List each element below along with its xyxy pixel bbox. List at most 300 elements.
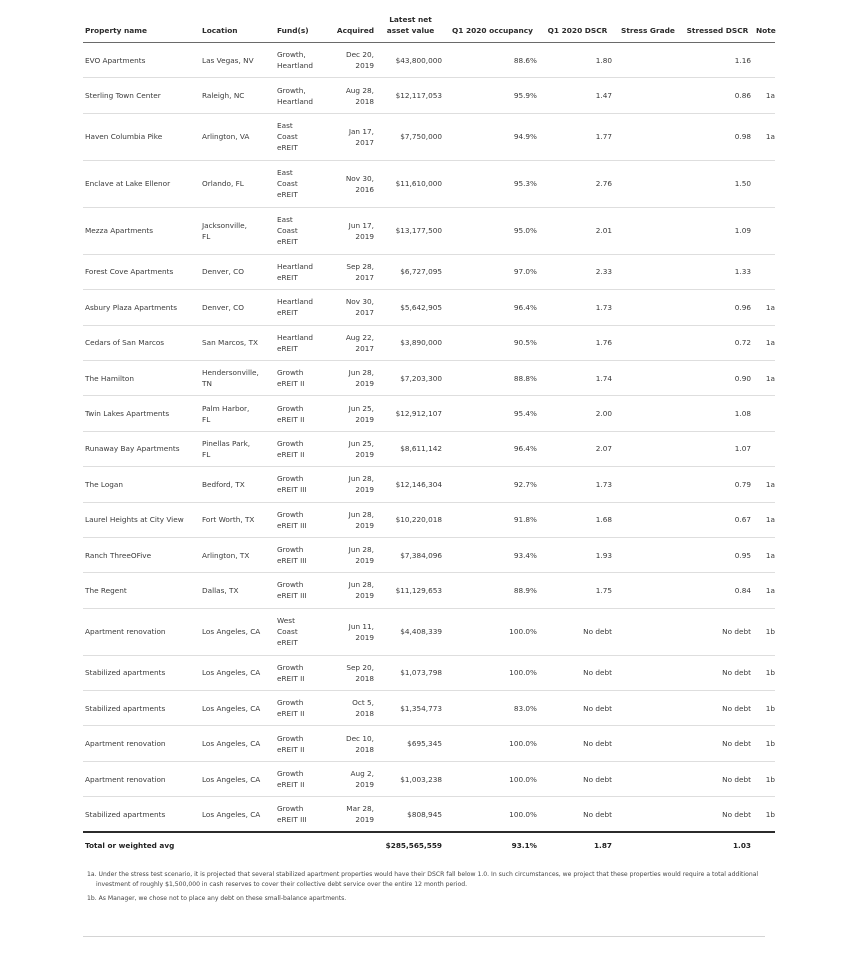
- footnote-1b: 1b. As Manager, we chose not to place any debt on these small-balance apartments.: [87, 895, 347, 902]
- acquired-date: [326, 573, 376, 608]
- location: [200, 761, 275, 796]
- dscr: No debt: [540, 691, 615, 726]
- acquired-date: [326, 160, 376, 207]
- location-line: San Marcos, TX: [202, 338, 259, 348]
- fund-line: West: [277, 616, 295, 626]
- occupancy: 100.0%: [445, 655, 540, 690]
- stressed-dscr: 0.98: [681, 113, 754, 160]
- property-name: Apartment renovation: [83, 726, 200, 761]
- table-header-row: [83, 14, 775, 43]
- location: [200, 797, 275, 832]
- property-name: Apartment renovation: [83, 761, 200, 796]
- net-asset-value: $1,073,798: [376, 655, 445, 690]
- stress-grade: [615, 113, 681, 160]
- stressed-dscr: 1.09: [681, 207, 754, 254]
- acquired-date-line: 2019: [355, 414, 374, 424]
- net-asset-value: $4,408,339: [376, 608, 445, 655]
- acquired-date-line: 2018: [355, 709, 374, 719]
- header-note: Note: [754, 14, 775, 43]
- acquired-date: [326, 43, 376, 78]
- stressed-dscr: No debt: [681, 726, 754, 761]
- table-row: [83, 502, 775, 537]
- property-name: The Regent: [83, 573, 200, 608]
- table-row: [83, 290, 775, 325]
- fund-line: eREIT: [277, 272, 298, 282]
- table-row: [83, 207, 775, 254]
- table-row: [83, 43, 775, 78]
- header-acquired: Acquired: [326, 14, 376, 43]
- acquired-date-line: Nov 30,: [345, 173, 374, 183]
- header-nav-line1: Latest net: [389, 15, 432, 24]
- net-asset-value: $7,203,300: [376, 360, 445, 395]
- fund-line: Heartland: [277, 261, 314, 271]
- table-row: [83, 608, 775, 655]
- occupancy: 92.7%: [445, 467, 540, 502]
- fund: [275, 160, 326, 207]
- net-asset-value: $10,220,018: [376, 502, 445, 537]
- occupancy: 88.9%: [445, 573, 540, 608]
- table-row: [83, 396, 775, 431]
- acquired-date-line: 2019: [355, 632, 374, 642]
- note: 1b: [754, 655, 775, 690]
- location: [200, 396, 275, 431]
- acquired-date-line: Jun 28,: [348, 545, 374, 555]
- stressed-dscr: No debt: [681, 655, 754, 690]
- location-line: Dallas, TX: [202, 585, 239, 595]
- net-asset-value: $8,611,142: [376, 431, 445, 466]
- location: [200, 573, 275, 608]
- occupancy: 94.9%: [445, 113, 540, 160]
- dscr: No debt: [540, 608, 615, 655]
- acquired-date-line: 2018: [355, 96, 374, 106]
- dscr: No debt: [540, 655, 615, 690]
- dscr: 2.33: [540, 254, 615, 289]
- total-stressed-dscr: 1.03: [681, 832, 754, 858]
- acquired-date: [326, 726, 376, 761]
- note: [754, 43, 775, 78]
- acquired-date: [326, 797, 376, 832]
- acquired-date-line: Nov 30,: [345, 297, 374, 307]
- table-row: [83, 254, 775, 289]
- dscr: 2.00: [540, 396, 615, 431]
- acquired-date-line: Sep 28,: [346, 261, 374, 271]
- acquired-date: [326, 431, 376, 466]
- net-asset-value: $11,610,000: [376, 160, 445, 207]
- location: [200, 113, 275, 160]
- location-line: Los Angeles, CA: [202, 627, 261, 637]
- fund-line: eREIT III: [277, 815, 307, 825]
- fund-line: Growth: [277, 545, 304, 555]
- fund-line: eREIT II: [277, 709, 305, 719]
- location: [200, 537, 275, 572]
- fund-line: East: [277, 168, 293, 178]
- fund-line: eREIT III: [277, 520, 307, 530]
- acquired-date-line: Aug 2,: [350, 769, 374, 779]
- location-line: Bedford, TX: [202, 479, 245, 489]
- occupancy: 100.0%: [445, 797, 540, 832]
- fund-line: Heartland: [277, 61, 314, 71]
- location-line: Jacksonville,: [202, 220, 247, 230]
- stressed-dscr: 0.96: [681, 290, 754, 325]
- acquired-date-line: Aug 28,: [345, 85, 374, 95]
- acquired-date-line: 2019: [355, 556, 374, 566]
- note: [754, 254, 775, 289]
- net-asset-value: $1,354,773: [376, 691, 445, 726]
- occupancy: 100.0%: [445, 761, 540, 796]
- fund: [275, 608, 326, 655]
- location: [200, 290, 275, 325]
- table-row: [83, 797, 775, 832]
- occupancy: 95.3%: [445, 160, 540, 207]
- acquired-date: [326, 502, 376, 537]
- occupancy: 96.4%: [445, 290, 540, 325]
- dscr: 1.73: [540, 290, 615, 325]
- fund-line: eREIT II: [277, 673, 305, 683]
- acquired-date-line: 2019: [355, 485, 374, 495]
- fund-line: Growth: [277, 474, 304, 484]
- fund-line: eREIT: [277, 237, 298, 247]
- note: 1a: [754, 290, 775, 325]
- fund-line: Growth,: [277, 85, 306, 95]
- stress-grade: [615, 608, 681, 655]
- dscr: 1.73: [540, 467, 615, 502]
- acquired-date-line: 2019: [355, 231, 374, 241]
- total-occupancy: 93.1%: [445, 832, 540, 858]
- location: [200, 608, 275, 655]
- acquired-date: [326, 467, 376, 502]
- location-line: Arlington, TX: [202, 550, 250, 560]
- fund-line: Heartland: [277, 297, 314, 307]
- occupancy: 100.0%: [445, 726, 540, 761]
- property-name: Haven Columbia Pike: [83, 113, 200, 160]
- table-row: [83, 655, 775, 690]
- dscr: No debt: [540, 797, 615, 832]
- net-asset-value: $6,727,095: [376, 254, 445, 289]
- occupancy: 97.0%: [445, 254, 540, 289]
- stressed-dscr: 0.84: [681, 573, 754, 608]
- location: [200, 160, 275, 207]
- location: [200, 467, 275, 502]
- table-row: [83, 726, 775, 761]
- table-row: [83, 761, 775, 796]
- fund-line: eREIT III: [277, 485, 307, 495]
- fund-line: eREIT: [277, 638, 298, 648]
- fund-line: East: [277, 215, 293, 225]
- dscr: 1.77: [540, 113, 615, 160]
- header-occupancy: Q1 2020 occupancy: [445, 14, 540, 43]
- property-name: Stabilized apartments: [83, 655, 200, 690]
- stress-grade: [615, 396, 681, 431]
- net-asset-value: $695,345: [376, 726, 445, 761]
- acquired-date: [326, 761, 376, 796]
- acquired-date: [326, 78, 376, 113]
- total-note: [754, 832, 775, 858]
- location-line: Los Angeles, CA: [202, 774, 261, 784]
- acquired-date: [326, 691, 376, 726]
- table-row: [83, 537, 775, 572]
- fund-line: eREIT II: [277, 780, 305, 790]
- acquired-date-line: Sep 20,: [346, 662, 374, 672]
- property-name: Sterling Town Center: [83, 78, 200, 113]
- property-name: Forest Cove Apartments: [83, 254, 200, 289]
- acquired-date-line: Jun 28,: [348, 368, 374, 378]
- total-nav: $285,565,559: [376, 832, 445, 858]
- fund-line: Growth: [277, 804, 304, 814]
- stressed-dscr: No debt: [681, 691, 754, 726]
- net-asset-value: $12,146,304: [376, 467, 445, 502]
- stressed-dscr: 1.07: [681, 431, 754, 466]
- stress-grade: [615, 537, 681, 572]
- acquired-date-line: Jun 17,: [348, 220, 374, 230]
- stress-grade: [615, 573, 681, 608]
- occupancy: 95.9%: [445, 78, 540, 113]
- location: [200, 254, 275, 289]
- acquired-date-line: 2016: [355, 184, 374, 194]
- total-grade: [615, 832, 681, 858]
- property-name: Enclave at Lake Ellenor: [83, 160, 200, 207]
- dscr: 1.74: [540, 360, 615, 395]
- acquired-date-line: Oct 5,: [352, 698, 374, 708]
- dscr: 1.80: [540, 43, 615, 78]
- net-asset-value: $1,003,238: [376, 761, 445, 796]
- fund-line: Coast: [277, 226, 298, 236]
- acquired-date-line: 2017: [355, 343, 374, 353]
- stress-grade: [615, 726, 681, 761]
- acquired-date-line: 2019: [355, 780, 374, 790]
- location-line: Las Vegas, NV: [202, 55, 254, 65]
- location-line: Los Angeles, CA: [202, 809, 261, 819]
- note: 1a: [754, 78, 775, 113]
- property-name: Mezza Apartments: [83, 207, 200, 254]
- net-asset-value: $11,129,653: [376, 573, 445, 608]
- location-line: Denver, CO: [202, 267, 245, 277]
- acquired-date: [326, 655, 376, 690]
- stress-grade: [615, 78, 681, 113]
- fund: [275, 113, 326, 160]
- stressed-dscr: 0.67: [681, 502, 754, 537]
- property-name: Laurel Heights at City View: [83, 502, 200, 537]
- fund: [275, 254, 326, 289]
- stress-grade: [615, 761, 681, 796]
- stress-grade: [615, 207, 681, 254]
- stress-grade: [615, 160, 681, 207]
- note: [754, 431, 775, 466]
- header-property: Property name: [83, 14, 200, 43]
- location-line: Raleigh, NC: [202, 91, 245, 101]
- stress-grade: [615, 254, 681, 289]
- location: [200, 360, 275, 395]
- stress-grade: [615, 290, 681, 325]
- property-name: The Hamilton: [83, 360, 200, 395]
- acquired-date-line: Mar 28,: [346, 804, 374, 814]
- fund-line: Growth: [277, 403, 304, 413]
- net-asset-value: $3,890,000: [376, 325, 445, 360]
- net-asset-value: $7,384,096: [376, 537, 445, 572]
- acquired-date-line: Jun 25,: [348, 403, 374, 413]
- stress-grade: [615, 502, 681, 537]
- net-asset-value: $5,642,905: [376, 290, 445, 325]
- fund: [275, 502, 326, 537]
- note: 1a: [754, 325, 775, 360]
- table-row: [83, 360, 775, 395]
- fund: [275, 797, 326, 832]
- occupancy: 100.0%: [445, 608, 540, 655]
- fund: [275, 761, 326, 796]
- fund: [275, 467, 326, 502]
- stressed-dscr: 0.90: [681, 360, 754, 395]
- table-row: [83, 113, 775, 160]
- acquired-date: [326, 207, 376, 254]
- occupancy: 83.0%: [445, 691, 540, 726]
- location: [200, 207, 275, 254]
- acquired-date-line: Jun 28,: [348, 474, 374, 484]
- table-row: [83, 325, 775, 360]
- fund-line: eREIT: [277, 143, 298, 153]
- location-line: Fort Worth, TX: [202, 515, 255, 525]
- fund: [275, 691, 326, 726]
- acquired-date-line: Aug 22,: [345, 332, 374, 342]
- note: 1a: [754, 360, 775, 395]
- location-line: Orlando, FL: [202, 179, 244, 189]
- location: [200, 325, 275, 360]
- fund-line: Growth: [277, 368, 304, 378]
- table-row: [83, 573, 775, 608]
- fund-line: eREIT III: [277, 556, 307, 566]
- stressed-dscr: No debt: [681, 761, 754, 796]
- table-row: [83, 467, 775, 502]
- fund-line: Growth,: [277, 50, 306, 60]
- property-table-container: [83, 14, 775, 858]
- fund: [275, 655, 326, 690]
- footnote-1a: 1a. Under the stress test scenario, it is projected that several stabilized apartment properties would have their DSCR fall below 1.0. In such circumstances, we project that these properties would require a total additional investment of roughly $1,500,000 in cash reserves to cover their collective debt service over the entire 12 month period.: [87, 871, 759, 888]
- net-asset-value: $7,750,000: [376, 113, 445, 160]
- dscr: 2.76: [540, 160, 615, 207]
- stress-grade: [615, 467, 681, 502]
- note: 1a: [754, 467, 775, 502]
- property-name: Apartment renovation: [83, 608, 200, 655]
- stressed-dscr: 1.50: [681, 160, 754, 207]
- note: 1b: [754, 608, 775, 655]
- property-name: Asbury Plaza Apartments: [83, 290, 200, 325]
- table-row: [83, 78, 775, 113]
- stress-grade: [615, 360, 681, 395]
- fund-line: Heartland: [277, 96, 314, 106]
- fund-line: Growth: [277, 698, 304, 708]
- fund: [275, 396, 326, 431]
- property-name: Stabilized apartments: [83, 797, 200, 832]
- acquired-date: [326, 396, 376, 431]
- bottom-divider: [83, 936, 765, 937]
- table-row: [83, 431, 775, 466]
- acquired-date-line: 2017: [355, 308, 374, 318]
- fund-line: Coast: [277, 627, 298, 637]
- location-line: Los Angeles, CA: [202, 668, 261, 678]
- location: [200, 78, 275, 113]
- table-body: [83, 43, 775, 833]
- dscr: 1.93: [540, 537, 615, 572]
- dscr: No debt: [540, 761, 615, 796]
- location: [200, 431, 275, 466]
- acquired-date-line: 2019: [355, 520, 374, 530]
- dscr: 1.68: [540, 502, 615, 537]
- acquired-date: [326, 608, 376, 655]
- acquired-date: [326, 537, 376, 572]
- fund-line: East: [277, 121, 293, 131]
- fund-line: eREIT II: [277, 379, 305, 389]
- header-net-asset-value: [376, 14, 445, 43]
- acquired-date: [326, 254, 376, 289]
- acquired-date-line: Jan 17,: [348, 126, 374, 136]
- header-stressed-dscr: Stressed DSCR: [681, 14, 754, 43]
- fund: [275, 43, 326, 78]
- property-name: Runaway Bay Apartments: [83, 431, 200, 466]
- occupancy: 95.0%: [445, 207, 540, 254]
- fund-line: Growth: [277, 509, 304, 519]
- total-row: [83, 832, 775, 858]
- stress-grade: [615, 325, 681, 360]
- acquired-date-line: 2019: [355, 449, 374, 459]
- location-line: Los Angeles, CA: [202, 703, 261, 713]
- table-row: [83, 160, 775, 207]
- dscr: 1.75: [540, 573, 615, 608]
- table-row: [83, 691, 775, 726]
- stress-grade: [615, 655, 681, 690]
- stress-grade: [615, 431, 681, 466]
- footnotes: [87, 870, 763, 908]
- fund-line: eREIT III: [277, 591, 307, 601]
- fund: [275, 431, 326, 466]
- fund-line: eREIT II: [277, 744, 305, 754]
- stressed-dscr: 0.86: [681, 78, 754, 113]
- stressed-dscr: 0.72: [681, 325, 754, 360]
- stressed-dscr: No debt: [681, 797, 754, 832]
- location: [200, 726, 275, 761]
- location: [200, 691, 275, 726]
- fund-line: Growth: [277, 662, 304, 672]
- header-stress-grade: Stress Grade: [615, 14, 681, 43]
- acquired-date-line: Jun 28,: [348, 509, 374, 519]
- fund-line: Coast: [277, 132, 298, 142]
- net-asset-value: $43,800,000: [376, 43, 445, 78]
- location-line: Pinellas Park,: [202, 438, 251, 448]
- acquired-date: [326, 325, 376, 360]
- fund-line: Growth: [277, 733, 304, 743]
- stressed-dscr: 1.08: [681, 396, 754, 431]
- dscr: 2.07: [540, 431, 615, 466]
- fund-line: Growth: [277, 438, 304, 448]
- stressed-dscr: No debt: [681, 608, 754, 655]
- occupancy: 88.6%: [445, 43, 540, 78]
- fund: [275, 207, 326, 254]
- acquired-date-line: 2017: [355, 137, 374, 147]
- note: 1b: [754, 726, 775, 761]
- property-name: Stabilized apartments: [83, 691, 200, 726]
- acquired-date: [326, 290, 376, 325]
- acquired-date-line: 2019: [355, 815, 374, 825]
- fund-line: eREIT II: [277, 449, 305, 459]
- property-name: Ranch ThreeOFive: [83, 537, 200, 572]
- property-table: [83, 14, 775, 858]
- note: [754, 396, 775, 431]
- header-nav-line2: asset value: [386, 26, 435, 35]
- property-name: EVO Apartments: [83, 43, 200, 78]
- dscr: 1.47: [540, 78, 615, 113]
- fund: [275, 78, 326, 113]
- fund: [275, 573, 326, 608]
- note: 1b: [754, 797, 775, 832]
- location-line: FL: [202, 449, 211, 459]
- location: [200, 43, 275, 78]
